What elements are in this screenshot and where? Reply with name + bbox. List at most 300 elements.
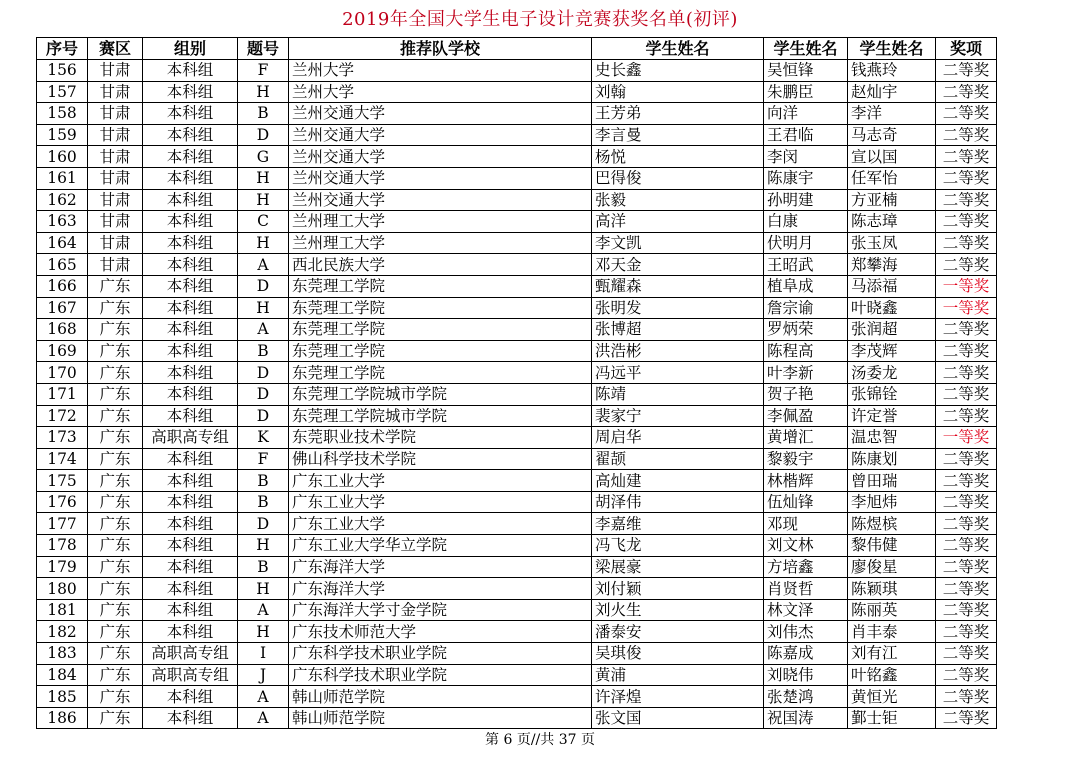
cell-student-3: 叶铭鑫 — [848, 664, 936, 686]
header-region: 赛区 — [88, 38, 143, 60]
cell-school: 兰州交通大学 — [289, 167, 592, 189]
cell-award: 二等奖 — [936, 513, 997, 535]
cell-student-1: 刘翰 — [592, 81, 764, 103]
cell-student-3: 温忠智 — [848, 427, 936, 449]
cell-region: 广东 — [88, 578, 143, 600]
cell-problem: D — [238, 405, 289, 427]
cell-region: 甘肃 — [88, 60, 143, 82]
header-school: 推荐队学校 — [289, 38, 592, 60]
cell-student-1: 许泽煌 — [592, 686, 764, 708]
cell-student-3: 刘有江 — [848, 643, 936, 665]
cell-problem: I — [238, 643, 289, 665]
cell-award: 二等奖 — [936, 167, 997, 189]
cell-group: 本科组 — [143, 60, 238, 82]
cell-region: 甘肃 — [88, 232, 143, 254]
cell-group: 本科组 — [143, 405, 238, 427]
header-student-1: 学生姓名 — [592, 38, 764, 60]
cell-group: 本科组 — [143, 167, 238, 189]
table-row — [37, 556, 997, 578]
cell-region: 甘肃 — [88, 146, 143, 168]
cell-student-1: 史长鑫 — [592, 60, 764, 82]
cell-student-2: 肖贤哲 — [764, 578, 848, 600]
cell-school: 东莞职业技术学院 — [289, 427, 592, 449]
cell-award: 二等奖 — [936, 448, 997, 470]
cell-student-1: 黄浦 — [592, 664, 764, 686]
cell-region: 广东 — [88, 319, 143, 341]
cell-student-2: 黎毅宇 — [764, 448, 848, 470]
cell-group: 高职高专组 — [143, 427, 238, 449]
cell-student-1: 甄耀森 — [592, 275, 764, 297]
cell-index: 173 — [37, 427, 88, 449]
cell-student-3: 钱燕玲 — [848, 60, 936, 82]
cell-student-3: 廖俊星 — [848, 556, 936, 578]
cell-region: 甘肃 — [88, 167, 143, 189]
cell-problem: A — [238, 599, 289, 621]
cell-group: 本科组 — [143, 556, 238, 578]
cell-student-2: 贺子艳 — [764, 383, 848, 405]
table-row — [37, 103, 997, 125]
table-row — [37, 275, 997, 297]
cell-region: 广东 — [88, 340, 143, 362]
cell-index: 175 — [37, 470, 88, 492]
cell-region: 广东 — [88, 513, 143, 535]
header-problem: 题号 — [238, 38, 289, 60]
cell-student-1: 张毅 — [592, 189, 764, 211]
cell-student-2: 白康 — [764, 211, 848, 233]
cell-index: 168 — [37, 319, 88, 341]
cell-problem: B — [238, 340, 289, 362]
cell-group: 本科组 — [143, 578, 238, 600]
cell-student-2: 陈嘉成 — [764, 643, 848, 665]
cell-student-1: 张明发 — [592, 297, 764, 319]
cell-award: 二等奖 — [936, 232, 997, 254]
cell-award: 二等奖 — [936, 383, 997, 405]
cell-student-3: 曾田瑞 — [848, 470, 936, 492]
cell-school: 广东工业大学 — [289, 513, 592, 535]
cell-problem: A — [238, 686, 289, 708]
cell-student-3: 李茂辉 — [848, 340, 936, 362]
cell-award: 二等奖 — [936, 124, 997, 146]
cell-region: 广东 — [88, 707, 143, 729]
cell-problem: D — [238, 124, 289, 146]
cell-index: 166 — [37, 275, 88, 297]
cell-problem: H — [238, 535, 289, 557]
cell-school: 佛山科学技术学院 — [289, 448, 592, 470]
table-row — [37, 232, 997, 254]
cell-student-2: 伍灿锋 — [764, 491, 848, 513]
cell-award: 二等奖 — [936, 556, 997, 578]
cell-award: 一等奖 — [936, 275, 997, 297]
cell-school: 广东海洋大学 — [289, 556, 592, 578]
cell-award: 二等奖 — [936, 211, 997, 233]
cell-student-1: 高洋 — [592, 211, 764, 233]
cell-student-2: 邓现 — [764, 513, 848, 535]
cell-award: 二等奖 — [936, 340, 997, 362]
cell-school: 西北民族大学 — [289, 254, 592, 276]
cell-student-2: 王君临 — [764, 124, 848, 146]
header-award: 奖项 — [936, 38, 997, 60]
cell-student-3: 陈康划 — [848, 448, 936, 470]
cell-student-3: 赵灿宇 — [848, 81, 936, 103]
cell-student-2: 王昭武 — [764, 254, 848, 276]
cell-award: 二等奖 — [936, 578, 997, 600]
cell-school: 东莞理工学院城市学院 — [289, 383, 592, 405]
cell-group: 本科组 — [143, 448, 238, 470]
cell-index: 160 — [37, 146, 88, 168]
cell-student-2: 祝国涛 — [764, 707, 848, 729]
cell-school: 东莞理工学院 — [289, 275, 592, 297]
cell-school: 兰州理工大学 — [289, 232, 592, 254]
cell-group: 本科组 — [143, 124, 238, 146]
cell-student-3: 鄞士钜 — [848, 707, 936, 729]
cell-group: 本科组 — [143, 340, 238, 362]
cell-school: 广东海洋大学 — [289, 578, 592, 600]
cell-student-3: 马志奇 — [848, 124, 936, 146]
cell-index: 165 — [37, 254, 88, 276]
cell-student-1: 高灿建 — [592, 470, 764, 492]
cell-index: 181 — [37, 599, 88, 621]
cell-index: 183 — [37, 643, 88, 665]
cell-student-1: 胡泽伟 — [592, 491, 764, 513]
cell-student-3: 郑攀海 — [848, 254, 936, 276]
cell-award: 二等奖 — [936, 189, 997, 211]
cell-problem: A — [238, 707, 289, 729]
cell-school: 广东技术师范大学 — [289, 621, 592, 643]
cell-region: 广东 — [88, 427, 143, 449]
cell-group: 本科组 — [143, 103, 238, 125]
table-row — [37, 60, 997, 82]
cell-award: 一等奖 — [936, 427, 997, 449]
cell-group: 本科组 — [143, 189, 238, 211]
cell-problem: H — [238, 189, 289, 211]
cell-school: 东莞理工学院 — [289, 362, 592, 384]
cell-student-1: 冯飞龙 — [592, 535, 764, 557]
table-row — [37, 189, 997, 211]
cell-index: 174 — [37, 448, 88, 470]
cell-index: 157 — [37, 81, 88, 103]
cell-award: 二等奖 — [936, 103, 997, 125]
cell-group: 高职高专组 — [143, 664, 238, 686]
cell-award: 二等奖 — [936, 664, 997, 686]
table-row — [37, 124, 997, 146]
cell-index: 186 — [37, 707, 88, 729]
cell-school: 广东海洋大学寸金学院 — [289, 599, 592, 621]
cell-group: 本科组 — [143, 297, 238, 319]
cell-school: 兰州交通大学 — [289, 189, 592, 211]
cell-group: 本科组 — [143, 491, 238, 513]
cell-group: 本科组 — [143, 232, 238, 254]
cell-region: 广东 — [88, 621, 143, 643]
table-row — [37, 362, 997, 384]
cell-student-2: 林楷辉 — [764, 470, 848, 492]
cell-problem: H — [238, 81, 289, 103]
cell-student-1: 李嘉维 — [592, 513, 764, 535]
cell-problem: K — [238, 427, 289, 449]
cell-index: 185 — [37, 686, 88, 708]
cell-award: 一等奖 — [936, 297, 997, 319]
table-row — [37, 491, 997, 513]
cell-problem: C — [238, 211, 289, 233]
cell-group: 本科组 — [143, 362, 238, 384]
cell-student-3: 叶晓鑫 — [848, 297, 936, 319]
cell-region: 广东 — [88, 275, 143, 297]
cell-student-2: 刘文林 — [764, 535, 848, 557]
cell-student-2: 伏明月 — [764, 232, 848, 254]
cell-student-1: 冯远平 — [592, 362, 764, 384]
cell-school: 兰州交通大学 — [289, 124, 592, 146]
cell-award: 二等奖 — [936, 707, 997, 729]
cell-group: 本科组 — [143, 513, 238, 535]
cell-index: 170 — [37, 362, 88, 384]
cell-index: 169 — [37, 340, 88, 362]
header-group: 组别 — [143, 38, 238, 60]
cell-group: 本科组 — [143, 599, 238, 621]
cell-student-3: 黎伟健 — [848, 535, 936, 557]
cell-group: 本科组 — [143, 686, 238, 708]
cell-student-2: 李闵 — [764, 146, 848, 168]
table-row — [37, 686, 997, 708]
cell-student-2: 刘晓伟 — [764, 664, 848, 686]
cell-student-1: 翟颉 — [592, 448, 764, 470]
cell-student-1: 吴琪俊 — [592, 643, 764, 665]
cell-problem: B — [238, 470, 289, 492]
cell-student-3: 黄恒光 — [848, 686, 936, 708]
cell-student-2: 陈程高 — [764, 340, 848, 362]
cell-school: 兰州理工大学 — [289, 211, 592, 233]
cell-student-1: 潘泰安 — [592, 621, 764, 643]
cell-student-3: 张锦铨 — [848, 383, 936, 405]
cell-index: 184 — [37, 664, 88, 686]
cell-group: 本科组 — [143, 383, 238, 405]
table-row — [37, 146, 997, 168]
cell-index: 177 — [37, 513, 88, 535]
cell-student-1: 陈靖 — [592, 383, 764, 405]
cell-region: 甘肃 — [88, 103, 143, 125]
cell-award: 二等奖 — [936, 491, 997, 513]
cell-school: 广东工业大学华立学院 — [289, 535, 592, 557]
table-row — [37, 513, 997, 535]
cell-problem: H — [238, 621, 289, 643]
page-title: 2019年全国大学生电子设计竞赛获奖名单(初评) — [342, 9, 738, 30]
cell-region: 广东 — [88, 664, 143, 686]
cell-student-2: 朱鹏臣 — [764, 81, 848, 103]
header-index: 序号 — [37, 38, 88, 60]
cell-student-2: 孙明建 — [764, 189, 848, 211]
cell-school: 兰州大学 — [289, 60, 592, 82]
table-row — [37, 211, 997, 233]
cell-index: 159 — [37, 124, 88, 146]
cell-student-3: 任军怡 — [848, 167, 936, 189]
cell-index: 167 — [37, 297, 88, 319]
cell-problem: H — [238, 578, 289, 600]
cell-student-3: 李洋 — [848, 103, 936, 125]
cell-index: 182 — [37, 621, 88, 643]
cell-group: 本科组 — [143, 535, 238, 557]
cell-school: 广东工业大学 — [289, 491, 592, 513]
cell-problem: D — [238, 362, 289, 384]
cell-region: 甘肃 — [88, 211, 143, 233]
cell-student-1: 裴家宁 — [592, 405, 764, 427]
cell-index: 178 — [37, 535, 88, 557]
cell-school: 广东工业大学 — [289, 470, 592, 492]
cell-problem: F — [238, 448, 289, 470]
cell-student-3: 马添福 — [848, 275, 936, 297]
cell-award: 二等奖 — [936, 146, 997, 168]
cell-region: 广东 — [88, 470, 143, 492]
cell-award: 二等奖 — [936, 621, 997, 643]
cell-school: 兰州交通大学 — [289, 103, 592, 125]
cell-student-3: 陈丽英 — [848, 599, 936, 621]
cell-group: 本科组 — [143, 254, 238, 276]
cell-student-2: 张楚鸿 — [764, 686, 848, 708]
cell-region: 广东 — [88, 686, 143, 708]
cell-region: 广东 — [88, 535, 143, 557]
cell-student-2: 植阜成 — [764, 275, 848, 297]
table-row — [37, 427, 997, 449]
cell-student-3: 李旭炜 — [848, 491, 936, 513]
cell-problem: H — [238, 167, 289, 189]
table-row — [37, 621, 997, 643]
cell-index: 179 — [37, 556, 88, 578]
cell-region: 广东 — [88, 405, 143, 427]
cell-school: 韩山师范学院 — [289, 707, 592, 729]
cell-problem: B — [238, 103, 289, 125]
cell-award: 二等奖 — [936, 470, 997, 492]
table-row — [37, 319, 997, 341]
cell-student-1: 王芳弟 — [592, 103, 764, 125]
cell-student-1: 邓天金 — [592, 254, 764, 276]
cell-region: 甘肃 — [88, 189, 143, 211]
cell-student-3: 张润超 — [848, 319, 936, 341]
table-row — [37, 578, 997, 600]
cell-award: 二等奖 — [936, 254, 997, 276]
cell-region: 广东 — [88, 599, 143, 621]
cell-student-3: 陈志璋 — [848, 211, 936, 233]
cell-problem: H — [238, 232, 289, 254]
cell-group: 高职高专组 — [143, 643, 238, 665]
cell-student-3: 宣以国 — [848, 146, 936, 168]
table-row — [37, 383, 997, 405]
cell-award: 二等奖 — [936, 81, 997, 103]
table-row — [37, 448, 997, 470]
cell-problem: B — [238, 491, 289, 513]
cell-student-2: 刘伟杰 — [764, 621, 848, 643]
cell-index: 162 — [37, 189, 88, 211]
cell-problem: J — [238, 664, 289, 686]
cell-index: 164 — [37, 232, 88, 254]
cell-student-2: 向洋 — [764, 103, 848, 125]
table-row — [37, 535, 997, 557]
cell-student-1: 刘火生 — [592, 599, 764, 621]
cell-student-2: 叶李新 — [764, 362, 848, 384]
cell-student-1: 张博超 — [592, 319, 764, 341]
cell-award: 二等奖 — [936, 599, 997, 621]
cell-group: 本科组 — [143, 211, 238, 233]
cell-award: 二等奖 — [936, 319, 997, 341]
cell-student-3: 方亚楠 — [848, 189, 936, 211]
header-row — [37, 38, 997, 60]
cell-student-3: 肖丰泰 — [848, 621, 936, 643]
cell-index: 171 — [37, 383, 88, 405]
cell-student-1: 李文凯 — [592, 232, 764, 254]
cell-problem: A — [238, 319, 289, 341]
cell-award: 二等奖 — [936, 405, 997, 427]
cell-school: 广东科学技术职业学院 — [289, 643, 592, 665]
cell-student-2: 李佩盈 — [764, 405, 848, 427]
table-row — [37, 254, 997, 276]
cell-problem: A — [238, 254, 289, 276]
cell-student-1: 杨悦 — [592, 146, 764, 168]
cell-problem: G — [238, 146, 289, 168]
cell-student-1: 李言曼 — [592, 124, 764, 146]
cell-student-2: 詹宗谕 — [764, 297, 848, 319]
cell-region: 广东 — [88, 556, 143, 578]
cell-problem: F — [238, 60, 289, 82]
header-student-3: 学生姓名 — [848, 38, 936, 60]
cell-school: 广东科学技术职业学院 — [289, 664, 592, 686]
cell-region: 广东 — [88, 491, 143, 513]
cell-student-3: 陈煜槟 — [848, 513, 936, 535]
cell-student-3: 许定誉 — [848, 405, 936, 427]
cell-region: 甘肃 — [88, 124, 143, 146]
cell-award: 二等奖 — [936, 60, 997, 82]
table-row — [37, 707, 997, 729]
table-row — [37, 405, 997, 427]
cell-group: 本科组 — [143, 470, 238, 492]
cell-index: 176 — [37, 491, 88, 513]
cell-school: 东莞理工学院 — [289, 340, 592, 362]
table-row — [37, 643, 997, 665]
cell-group: 本科组 — [143, 319, 238, 341]
cell-school: 东莞理工学院 — [289, 319, 592, 341]
cell-student-2: 陈康宇 — [764, 167, 848, 189]
cell-index: 158 — [37, 103, 88, 125]
cell-group: 本科组 — [143, 707, 238, 729]
cell-index: 180 — [37, 578, 88, 600]
table-row — [37, 297, 997, 319]
cell-problem: H — [238, 297, 289, 319]
table-row — [37, 470, 997, 492]
cell-index: 172 — [37, 405, 88, 427]
header-student-2: 学生姓名 — [764, 38, 848, 60]
cell-index: 161 — [37, 167, 88, 189]
cell-region: 广东 — [88, 448, 143, 470]
cell-student-1: 张文国 — [592, 707, 764, 729]
table-row — [37, 167, 997, 189]
cell-school: 兰州大学 — [289, 81, 592, 103]
cell-school: 韩山师范学院 — [289, 686, 592, 708]
cell-group: 本科组 — [143, 275, 238, 297]
cell-student-1: 梁展豪 — [592, 556, 764, 578]
award-table — [36, 37, 997, 729]
cell-region: 广东 — [88, 362, 143, 384]
cell-student-2: 罗炳荣 — [764, 319, 848, 341]
cell-region: 广东 — [88, 297, 143, 319]
cell-group: 本科组 — [143, 621, 238, 643]
cell-region: 广东 — [88, 383, 143, 405]
cell-award: 二等奖 — [936, 535, 997, 557]
cell-award: 二等奖 — [936, 362, 997, 384]
cell-problem: B — [238, 556, 289, 578]
cell-problem: D — [238, 383, 289, 405]
cell-student-1: 洪浩彬 — [592, 340, 764, 362]
cell-student-2: 林文泽 — [764, 599, 848, 621]
cell-student-3: 陈颖琪 — [848, 578, 936, 600]
cell-group: 本科组 — [143, 146, 238, 168]
cell-school: 东莞理工学院城市学院 — [289, 405, 592, 427]
cell-index: 156 — [37, 60, 88, 82]
cell-region: 广东 — [88, 643, 143, 665]
